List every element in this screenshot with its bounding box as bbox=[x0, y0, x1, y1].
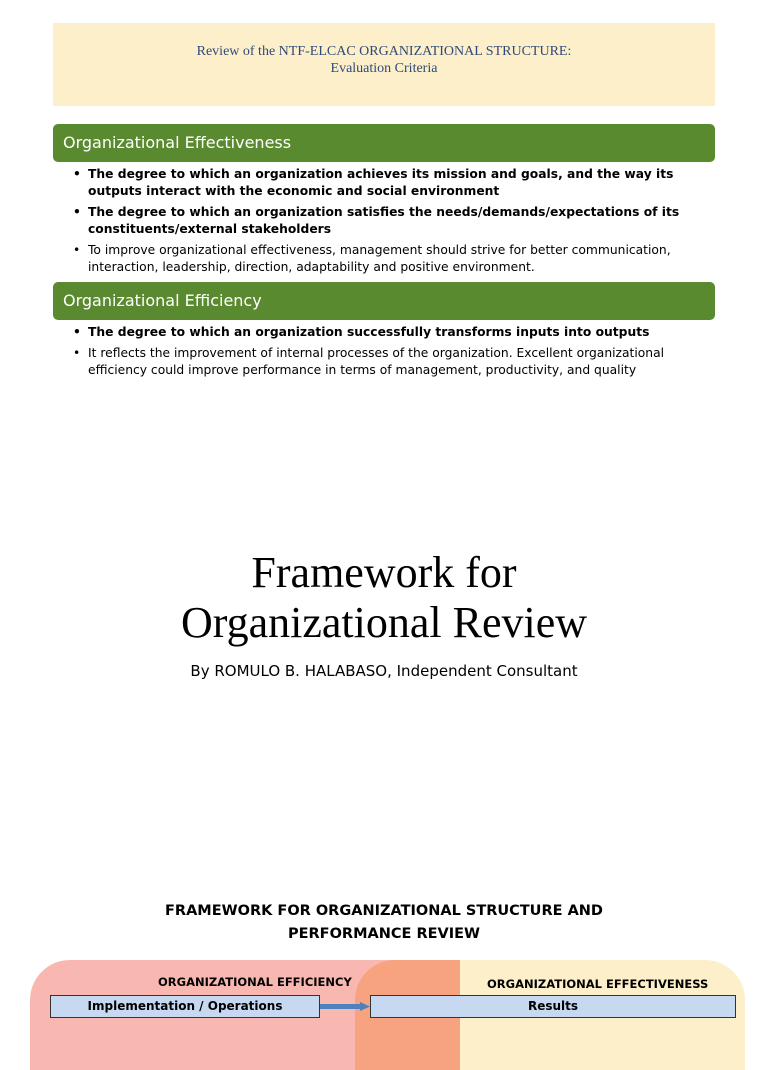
framework-title bbox=[120, 900, 648, 946]
results-box: Results bbox=[370, 995, 736, 1018]
list-item: • To improve organizational effectiveness, management should strive for better communication, interaction, leadership, direction, adaptability and positive environment. bbox=[70, 242, 710, 276]
cover-title-line-2: Organizational Review bbox=[180, 598, 588, 647]
effectiveness-zone-label: ORGANIZATIONAL EFFECTIVENESS bbox=[487, 977, 709, 991]
efficiency-zone-label: ORGANIZATIONAL EFFICIENCY bbox=[158, 975, 352, 989]
header-line-2: Evaluation Criteria bbox=[330, 61, 438, 76]
framework-title-line-1: FRAMEWORK FOR ORGANIZATIONAL STRUCTURE AND bbox=[165, 903, 603, 919]
list-item: • The degree to which an organization satisfies the needs/demands/expectations of its constituents/external stakeholders bbox=[70, 204, 710, 238]
header-line-1: Review of the NTF-ELCAC ORGANIZATIONAL STRUCTURE: bbox=[196, 44, 572, 59]
efficiency-heading: Organizational Efficiency bbox=[53, 282, 715, 320]
cover-title-line-1: Framework for bbox=[251, 548, 517, 597]
effectiveness-bullet-list bbox=[70, 166, 710, 280]
slide-header-box bbox=[53, 23, 715, 106]
implementation-box: Implementation / Operations bbox=[50, 995, 320, 1018]
cover-byline: By ROMULO B. HALABASO, Independent Consultant bbox=[190, 662, 578, 680]
efficiency-bullet-list bbox=[70, 324, 710, 383]
list-item: • The degree to which an organization achieves its mission and goals, and the way its outputs interact with the economic and social environment bbox=[70, 166, 710, 200]
list-item: • The degree to which an organization successfully transforms inputs into outputs bbox=[70, 324, 710, 341]
framework-title-line-2: PERFORMANCE REVIEW bbox=[287, 926, 481, 942]
list-item: • It reflects the improvement of internal processes of the organization. Excellent organizational efficiency could improve performance in terms of management, productivity, and quality bbox=[70, 345, 710, 379]
effectiveness-heading: Organizational Effectiveness bbox=[53, 124, 715, 162]
cover-title bbox=[0, 548, 768, 648]
right-arrow-icon bbox=[320, 1002, 370, 1011]
